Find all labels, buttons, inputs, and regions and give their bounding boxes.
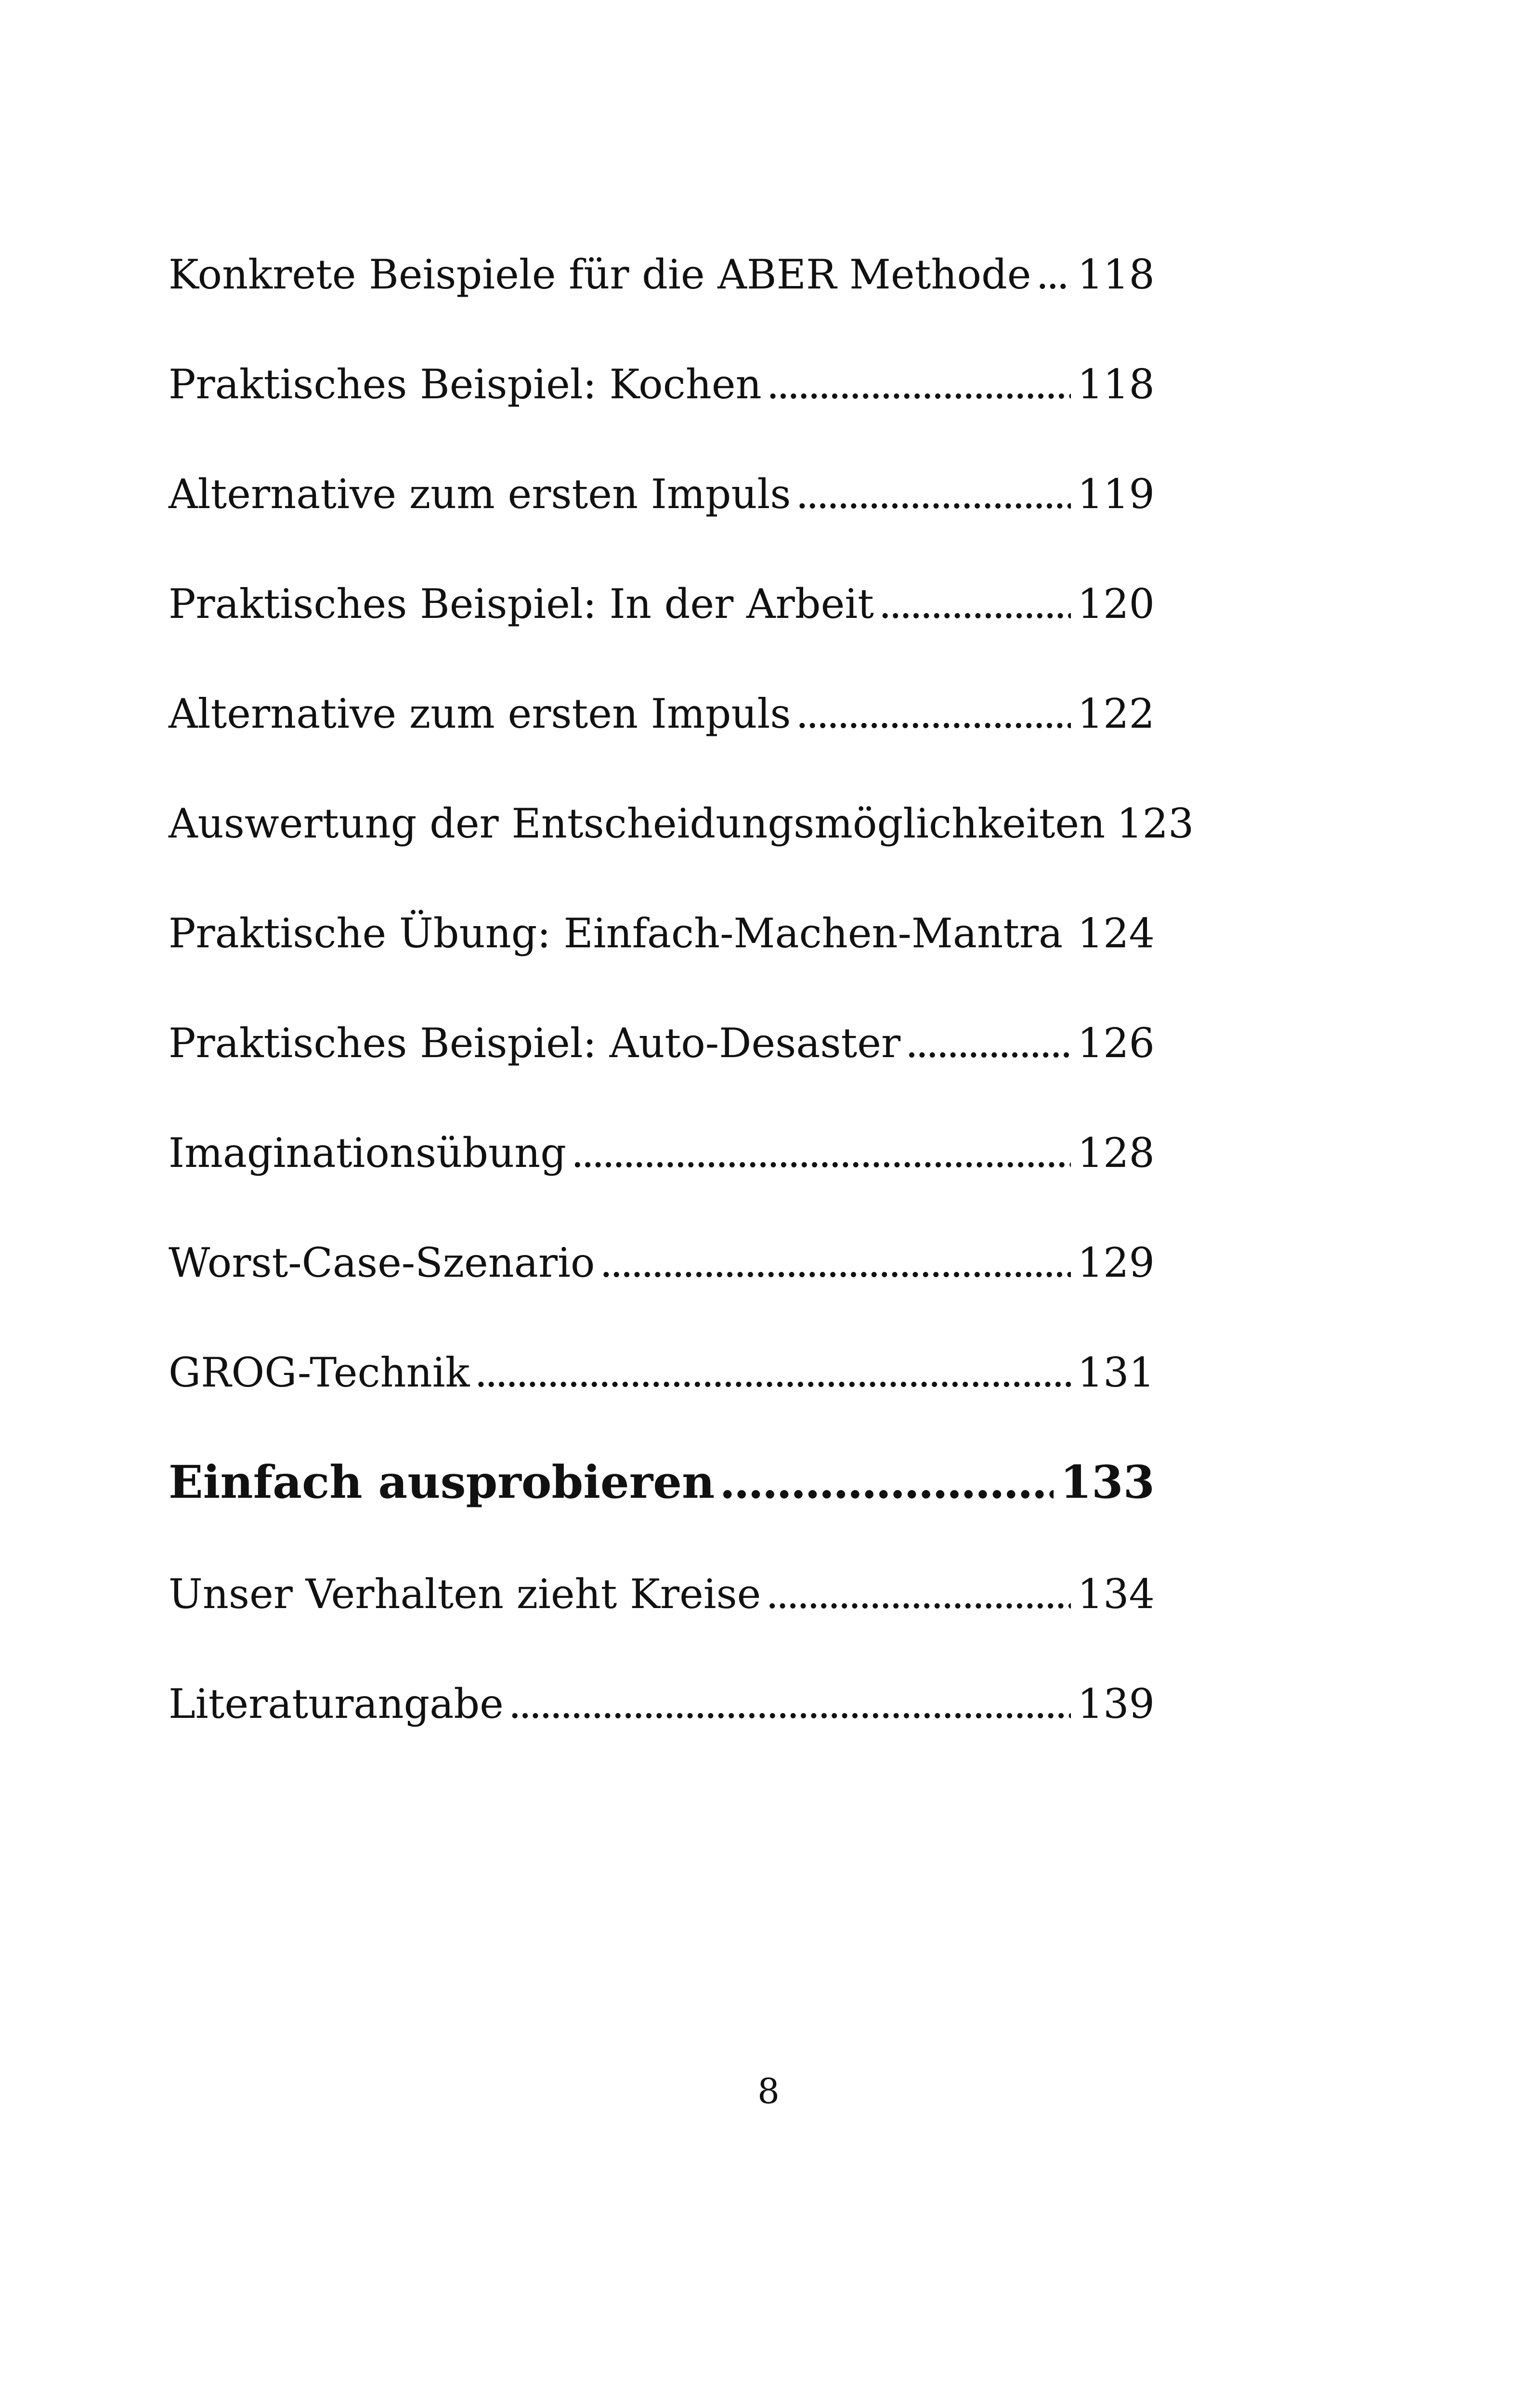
dot-leader	[795, 666, 1070, 762]
toc-entry	[169, 226, 1155, 336]
dot-leader	[767, 336, 1071, 432]
dot-leader	[508, 1656, 1071, 1752]
dot-leader	[719, 1434, 1053, 1531]
dot-leader	[879, 556, 1071, 652]
toc-entry-title: Praktische Übung: Einfach-Machen-Mantra	[169, 910, 1063, 957]
toc-entry-page: 129	[1077, 1239, 1155, 1286]
toc-entry	[169, 995, 1155, 1105]
toc-entry-page: 126	[1077, 1020, 1155, 1067]
toc-entry	[169, 775, 1194, 885]
toc-entry-page: 119	[1077, 471, 1155, 518]
toc-entry-title: Worst-Case-Szenario	[169, 1239, 595, 1286]
toc-entry-title: Alternative zum ersten Impuls	[169, 471, 791, 518]
toc-entry	[169, 666, 1155, 775]
toc-entry	[169, 1105, 1155, 1215]
toc-entry-page: 120	[1077, 580, 1155, 628]
toc-chapter-page: 133	[1060, 1456, 1155, 1509]
dot-leader	[475, 1324, 1071, 1421]
toc-entry-page: 134	[1077, 1570, 1155, 1618]
toc-entry	[169, 885, 1155, 995]
dot-leader	[571, 1105, 1071, 1201]
toc-entry	[169, 556, 1155, 666]
toc-chapter-title: Einfach ausprobieren	[169, 1456, 715, 1509]
toc-entry	[169, 1656, 1155, 1766]
dot-leader	[795, 446, 1070, 542]
toc-entry-title: Alternative zum ersten Impuls	[169, 690, 791, 737]
toc-entry	[169, 1324, 1155, 1434]
toc-entry-title: Praktisches Beispiel: Kochen	[169, 361, 762, 408]
toc-entry	[169, 336, 1155, 446]
toc-entry-page: 131	[1077, 1349, 1155, 1396]
toc-entry-title: Konkrete Beispiele für die ABER Methode	[169, 251, 1031, 298]
toc-entry-page: 122	[1077, 690, 1155, 737]
toc-entry-page: 123	[1117, 800, 1194, 847]
table-of-contents	[169, 226, 1194, 1766]
toc-entry-title: Praktisches Beispiel: Auto-Desaster	[169, 1020, 901, 1067]
toc-entry-page: 124	[1077, 910, 1155, 957]
page-number: 8	[757, 2071, 780, 2111]
toc-entry-page: 128	[1077, 1129, 1155, 1177]
dot-leader	[766, 1546, 1070, 1642]
toc-entry-title: GROG-Technik	[169, 1349, 470, 1396]
dot-leader	[1068, 885, 1071, 982]
dot-leader	[905, 995, 1071, 1091]
toc-entry	[169, 1546, 1155, 1656]
toc-entry-title: Literaturangabe	[169, 1680, 504, 1727]
toc-entry-title: Auswertung der Entscheidungsmöglichkeiten	[169, 800, 1106, 847]
toc-entry-title: Praktisches Beispiel: In der Arbeit	[169, 580, 874, 628]
toc-entry-page: 139	[1077, 1680, 1155, 1727]
toc-entry	[169, 1215, 1155, 1324]
toc-chapter-entry	[169, 1434, 1155, 1546]
toc-entry-page: 118	[1077, 361, 1155, 408]
dot-leader	[599, 1215, 1070, 1311]
toc-entry-title: Imaginationsübung	[169, 1129, 566, 1177]
dot-leader	[1036, 226, 1071, 323]
toc-entry-page: 118	[1077, 251, 1155, 298]
toc-entry-title: Unser Verhalten zieht Kreise	[169, 1570, 761, 1618]
toc-entry	[169, 446, 1155, 556]
